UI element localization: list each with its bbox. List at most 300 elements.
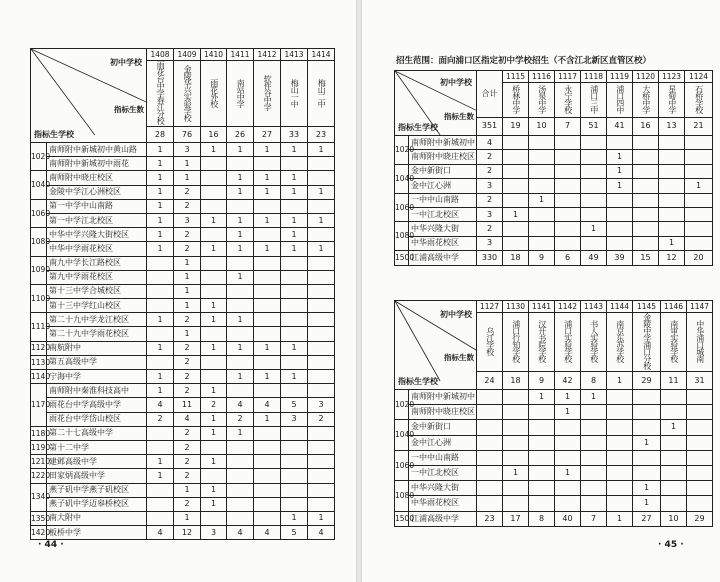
quota-cell: 1 <box>659 236 685 250</box>
quota-cell <box>529 164 555 178</box>
quota-cell <box>308 440 335 454</box>
column-school-name <box>607 83 633 118</box>
table-row <box>31 327 335 341</box>
row-school-name: 南航附中 <box>47 341 147 355</box>
quota-cell <box>529 420 555 435</box>
quota-cell <box>529 450 555 465</box>
row-total: 2 <box>477 222 503 236</box>
quota-cell <box>308 469 335 483</box>
column-school-name <box>281 61 308 127</box>
quota-cell <box>555 450 581 465</box>
quota-cell <box>308 228 335 242</box>
column-quota: 23 <box>308 127 335 143</box>
row-school-name: 雨花台中学高级中学 <box>47 398 147 412</box>
quota-cell <box>581 164 607 178</box>
quota-cell: 1 <box>581 222 607 236</box>
quota-cell: 1 <box>147 313 174 327</box>
quota-cell <box>281 355 308 369</box>
table-row <box>31 213 335 227</box>
quota-cell <box>308 370 335 384</box>
quota-cell <box>659 207 685 221</box>
column-school-label: 软件谷中学 <box>263 75 273 110</box>
quota-cell: 1 <box>201 497 227 511</box>
quota-cell: 2 <box>147 412 174 426</box>
quota-cell: 7 <box>581 511 607 526</box>
group-code: 1100 <box>31 284 47 312</box>
quota-cell: 1 <box>201 412 227 426</box>
quota-cell <box>147 256 174 270</box>
quota-cell: 1 <box>174 284 201 298</box>
quota-cell <box>308 327 335 341</box>
quota-cell: 20 <box>685 251 713 265</box>
column-code: 1115 <box>503 71 529 83</box>
row-school-name: 南大附中 <box>47 511 147 525</box>
column-school-name <box>581 313 607 372</box>
quota-cell <box>254 228 281 242</box>
quota-cell <box>607 481 633 496</box>
quota-cell: 1 <box>503 465 529 480</box>
quota-cell: 1 <box>254 143 281 157</box>
column-school-name <box>308 61 335 127</box>
quota-cell <box>281 256 308 270</box>
table-row <box>31 157 335 171</box>
quota-cell: 1 <box>174 256 201 270</box>
right-quota-table-2 <box>394 300 713 527</box>
quota-cell <box>201 284 227 298</box>
column-quota: 24 <box>477 372 503 390</box>
quota-cell: 1 <box>147 242 174 256</box>
quota-cell <box>254 270 281 284</box>
quota-cell <box>254 327 281 341</box>
row-school-name: 南师附中新城初中 <box>409 390 477 405</box>
quota-cell: 1 <box>633 496 661 511</box>
quota-cell: 1 <box>201 384 227 398</box>
quota-cell <box>687 405 713 420</box>
column-quota: 16 <box>633 117 659 135</box>
column-school-name <box>555 83 581 118</box>
table-row <box>31 185 335 199</box>
column-school-label: 金陵华兴实验学校 <box>183 64 193 121</box>
column-quota: 8 <box>581 372 607 390</box>
column-code: 1147 <box>687 301 713 313</box>
quota-cell: 1 <box>227 341 254 355</box>
quota-cell: 1 <box>555 465 581 480</box>
quota-cell: 2 <box>174 426 201 440</box>
quota-cell <box>281 426 308 440</box>
column-code: 1146 <box>661 301 687 313</box>
corner-mid-label: 指标生数 <box>444 352 474 362</box>
column-quota: 41 <box>607 117 633 135</box>
quota-cell: 2 <box>174 341 201 355</box>
row-school-name: 江浦高级中学 <box>409 511 477 526</box>
quota-cell <box>254 469 281 483</box>
column-school-name <box>503 83 529 118</box>
quota-cell: 1 <box>201 341 227 355</box>
quota-cell: 1 <box>147 143 174 157</box>
column-code: 1141 <box>529 301 555 313</box>
quota-cell: 12 <box>659 251 685 265</box>
group-code: 1170 <box>31 384 47 427</box>
quota-cell <box>555 136 581 150</box>
quota-cell: 2 <box>174 455 201 469</box>
row-school-name: 第五高级中学 <box>47 355 147 369</box>
group-code: 1080 <box>395 222 409 251</box>
quota-cell <box>227 483 254 497</box>
column-code: 1118 <box>581 71 607 83</box>
column-school-label: 梅山一中 <box>290 78 300 107</box>
column-code: 1142 <box>555 301 581 313</box>
quota-cell: 1 <box>147 213 174 227</box>
page-number: · 45 · <box>658 540 684 550</box>
quota-cell: 1 <box>633 481 661 496</box>
quota-cell: 1 <box>607 179 633 193</box>
column-school-name <box>633 83 659 118</box>
quota-cell <box>529 405 555 420</box>
row-school-name: 南师附中晓庄校区 <box>409 405 477 420</box>
quota-cell <box>281 313 308 327</box>
table-row <box>395 390 713 405</box>
table-row <box>395 150 713 164</box>
quota-cell: 4 <box>308 526 335 540</box>
quota-cell <box>308 384 335 398</box>
row-school-name: 第一中学中山南路 <box>47 199 147 213</box>
row-total: 2 <box>477 164 503 178</box>
quota-cell: 1 <box>174 171 201 185</box>
quota-cell: 3 <box>174 213 201 227</box>
quota-cell: 2 <box>174 355 201 369</box>
quota-cell <box>685 222 713 236</box>
quota-cell <box>503 450 529 465</box>
quota-cell <box>659 136 685 150</box>
quota-cell <box>477 465 503 480</box>
row-school-name: 中华中学雨花校区 <box>47 242 147 256</box>
quota-cell <box>308 497 335 511</box>
row-school-name: 南师附中晓庄校区 <box>47 171 147 185</box>
group-code: 1060 <box>31 199 47 227</box>
quota-cell: 1 <box>227 171 254 185</box>
quota-cell <box>281 157 308 171</box>
quota-cell: 1 <box>227 185 254 199</box>
row-school-name: 板桥中学 <box>47 526 147 540</box>
quota-cell <box>308 256 335 270</box>
quota-cell <box>633 164 659 178</box>
page-number: · 44 · <box>38 540 64 550</box>
quota-cell: 2 <box>174 313 201 327</box>
quota-cell: 1 <box>147 171 174 185</box>
quota-cell <box>581 450 607 465</box>
quota-cell <box>633 179 659 193</box>
quota-cell: 39 <box>607 251 633 265</box>
row-school-name: 第一中学江北校区 <box>47 213 147 227</box>
quota-cell <box>607 435 633 450</box>
row-school-name: 金中新街口 <box>409 420 477 435</box>
quota-cell: 4 <box>227 526 254 540</box>
row-school-name: 田家炳高级中学 <box>47 469 147 483</box>
quota-cell <box>661 435 687 450</box>
table-row <box>395 405 713 420</box>
quota-cell: 1 <box>201 242 227 256</box>
quota-cell: 1 <box>201 426 227 440</box>
quota-cell: 1 <box>607 511 633 526</box>
quota-cell <box>281 469 308 483</box>
quota-cell: 1 <box>147 469 174 483</box>
row-school-name: 中华兴隆大街 <box>409 222 477 236</box>
group-code: 1420 <box>31 526 47 540</box>
corner-bottom-label: 指标生学校 <box>398 123 438 132</box>
quota-cell <box>607 465 633 480</box>
quota-cell: 1 <box>227 313 254 327</box>
table-row <box>31 143 335 157</box>
column-school-name <box>607 313 633 372</box>
column-school-name <box>201 61 227 127</box>
table-row <box>31 426 335 440</box>
quota-cell: 1 <box>201 143 227 157</box>
group-code: 1130 <box>31 355 47 369</box>
column-quota: 11 <box>661 372 687 390</box>
corner-header <box>31 49 147 143</box>
group-code: 1220 <box>31 469 47 483</box>
corner-mid-label: 指标生数 <box>444 112 474 122</box>
quota-cell <box>503 136 529 150</box>
row-school-name: 江浦高级中学 <box>409 251 477 265</box>
quota-cell: 1 <box>254 341 281 355</box>
row-school-name: 南师附中秦淮科技高中 <box>47 384 147 398</box>
quota-cell <box>503 496 529 511</box>
quota-cell <box>477 481 503 496</box>
quota-cell: 3 <box>174 143 201 157</box>
table-row <box>395 164 713 178</box>
quota-cell: 4 <box>174 412 201 426</box>
column-school-label: 永宁学校 <box>563 84 573 113</box>
column-school-label: 桥林中学 <box>511 84 521 113</box>
quota-cell: 1 <box>281 341 308 355</box>
quota-cell <box>685 193 713 207</box>
group-code: 1340 <box>31 483 47 511</box>
quota-cell: 1 <box>308 213 335 227</box>
table-row <box>31 199 335 213</box>
quota-cell <box>281 483 308 497</box>
table-row <box>31 455 335 469</box>
quota-cell <box>581 481 607 496</box>
quota-cell <box>503 420 529 435</box>
quota-cell <box>685 136 713 150</box>
row-school-name: 燕子矶中学迈皋桥校区 <box>47 497 147 511</box>
row-school-name: 中华中学兴隆大街校区 <box>47 228 147 242</box>
quota-cell <box>687 420 713 435</box>
column-school-label: 南京东苏学校 <box>615 320 625 362</box>
column-code: 1144 <box>607 301 633 313</box>
quota-cell: 2 <box>174 199 201 213</box>
quota-cell <box>281 497 308 511</box>
row-total: 2 <box>477 193 503 207</box>
column-school-label: 乌江学校 <box>485 327 495 355</box>
table-row <box>395 179 713 193</box>
quota-cell: 3 <box>308 398 335 412</box>
quota-cell: 1 <box>281 213 308 227</box>
quota-cell: 1 <box>254 242 281 256</box>
quota-cell: 1 <box>281 185 308 199</box>
quota-cell <box>607 420 633 435</box>
quota-cell: 5 <box>281 526 308 540</box>
corner-top-label: 初中学校 <box>440 309 472 319</box>
quota-cell <box>529 435 555 450</box>
corner-header <box>395 301 477 390</box>
quota-cell <box>147 497 174 511</box>
row-school-name: 一中江北校区 <box>409 207 477 221</box>
quota-cell <box>477 435 503 450</box>
table-row <box>31 284 335 298</box>
column-school-label: 雨花台中学春江分校 <box>156 61 166 124</box>
quota-cell <box>633 207 659 221</box>
quota-cell <box>254 440 281 454</box>
quota-cell: 8 <box>529 511 555 526</box>
quota-cell: 4 <box>254 398 281 412</box>
quota-cell: 1 <box>254 370 281 384</box>
quota-cell <box>555 236 581 250</box>
group-code: 1350 <box>31 511 47 525</box>
column-school-label: 金陵中学浦口分校 <box>642 313 652 369</box>
quota-cell: 15 <box>633 251 659 265</box>
row-school-name: 南师附中晓庄校区 <box>409 150 477 164</box>
column-school-name <box>503 313 529 372</box>
quota-cell <box>308 270 335 284</box>
corner-bottom-label: 指标生学校 <box>398 377 438 386</box>
column-quota: 42 <box>555 372 581 390</box>
quota-cell <box>308 171 335 185</box>
table-row <box>395 420 713 435</box>
table-row <box>395 207 713 221</box>
quota-cell: 1 <box>308 143 335 157</box>
quota-cell <box>633 236 659 250</box>
group-code: 1500 <box>395 511 409 526</box>
quota-cell <box>581 150 607 164</box>
row-school-name: 一中江北校区 <box>409 465 477 480</box>
quota-cell: 1 <box>227 213 254 227</box>
quota-cell: 1 <box>607 150 633 164</box>
quota-cell: 2 <box>308 412 335 426</box>
quota-cell <box>607 450 633 465</box>
column-school-name <box>633 313 661 372</box>
group-code: 1040 <box>31 171 47 199</box>
quota-cell: 2 <box>201 398 227 412</box>
column-code: 1412 <box>254 49 281 61</box>
group-code: 1120 <box>31 341 47 355</box>
quota-cell <box>555 207 581 221</box>
quota-cell: 1 <box>227 426 254 440</box>
quota-cell <box>254 483 281 497</box>
table-row <box>395 222 713 236</box>
quota-cell: 1 <box>529 390 555 405</box>
row-school-name: 燕子矶中学燕子矶校区 <box>47 483 147 497</box>
quota-cell: 4 <box>147 526 174 540</box>
quota-cell: 2 <box>174 242 201 256</box>
quota-cell <box>477 390 503 405</box>
table-row <box>395 465 713 480</box>
quota-cell: 1 <box>308 511 335 525</box>
quota-cell: 1 <box>308 242 335 256</box>
corner-top-label: 初中学校 <box>110 58 142 68</box>
quota-cell <box>308 483 335 497</box>
quota-cell: 29 <box>687 511 713 526</box>
column-code: 1408 <box>147 49 174 61</box>
column-code: 1145 <box>633 301 661 313</box>
table-row <box>31 313 335 327</box>
quota-cell <box>555 481 581 496</box>
quota-cell <box>308 299 335 313</box>
table-row <box>31 355 335 369</box>
quota-cell <box>607 390 633 405</box>
column-quota: 28 <box>147 127 174 143</box>
row-school-name: 建邺高级中学 <box>47 455 147 469</box>
group-code: 1110 <box>31 313 47 341</box>
quota-cell <box>201 440 227 454</box>
quota-cell: 1 <box>254 171 281 185</box>
row-total: 2 <box>477 150 503 164</box>
row-school-name: 第十二中学 <box>47 440 147 454</box>
column-code: 1143 <box>581 301 607 313</box>
quota-cell <box>661 450 687 465</box>
left-page <box>0 0 356 582</box>
quota-cell <box>687 481 713 496</box>
table-row <box>31 171 335 185</box>
table-row <box>395 496 713 511</box>
quota-cell <box>227 384 254 398</box>
table-row <box>31 469 335 483</box>
quota-cell <box>503 236 529 250</box>
quota-cell <box>607 207 633 221</box>
column-quota: 29 <box>633 372 661 390</box>
table-row <box>395 435 713 450</box>
quota-cell: 2 <box>174 185 201 199</box>
quota-cell: 4 <box>147 398 174 412</box>
row-school-name: 第九中学雨花校区 <box>47 270 147 284</box>
quota-cell: 1 <box>147 185 174 199</box>
group-code: 1060 <box>395 193 409 222</box>
table-row <box>395 251 713 265</box>
header-code-row <box>395 71 713 83</box>
quota-cell <box>581 496 607 511</box>
quota-cell: 1 <box>555 405 581 420</box>
quota-cell: 17 <box>503 511 529 526</box>
row-school-name: 中华兴隆大街 <box>409 481 477 496</box>
row-school-name: 南师附中新城初中 <box>409 136 477 150</box>
quota-cell <box>147 440 174 454</box>
quota-cell <box>633 420 661 435</box>
column-school-label: 中华浦口城南 <box>695 320 705 362</box>
quota-cell <box>555 150 581 164</box>
right-quota-table-1 <box>394 70 713 266</box>
quota-cell <box>147 327 174 341</box>
quota-cell: 1 <box>503 207 529 221</box>
quota-cell <box>581 207 607 221</box>
quota-cell <box>201 327 227 341</box>
quota-cell <box>281 299 308 313</box>
quota-cell <box>227 256 254 270</box>
row-total: 3 <box>477 179 503 193</box>
column-school-name <box>659 83 685 118</box>
quota-cell: 1 <box>174 511 201 525</box>
quota-cell <box>555 164 581 178</box>
group-code: 1080 <box>395 481 409 511</box>
quota-cell <box>308 313 335 327</box>
total-header: 合计 <box>477 71 503 118</box>
quota-cell <box>281 284 308 298</box>
quota-cell: 23 <box>477 511 503 526</box>
quota-cell <box>201 228 227 242</box>
quota-cell: 2 <box>174 370 201 384</box>
column-quota: 1 <box>607 372 633 390</box>
column-quota: 31 <box>687 372 713 390</box>
